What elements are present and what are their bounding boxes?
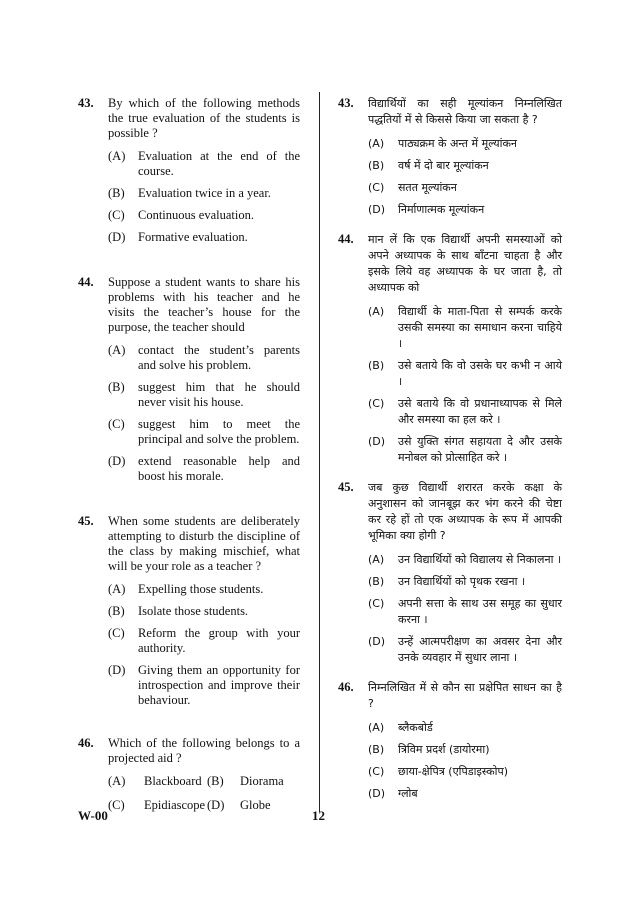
question-46-en xyxy=(78,736,300,813)
option-text: suggest him to meet the principal and solve the problem. xyxy=(138,417,300,446)
question-44-hi xyxy=(338,232,562,466)
option-text: उसे बताये कि वो उसके घर कभी न आये । xyxy=(398,359,562,388)
option-d[interactable] xyxy=(368,202,562,218)
options xyxy=(108,149,300,245)
question-text: जब कुछ विद्यार्थी शरारत करके कक्षा के अनुशासन को जानबूझ कर भंग करने की चेष्टा कर रहे हों तो एक अध्यापक के रूप में आपकी भूमिका क्या होगी ? xyxy=(368,481,562,542)
option-a[interactable] xyxy=(108,343,300,373)
option-label: (B) xyxy=(368,159,385,172)
page-number: 12 xyxy=(312,808,325,823)
option-b[interactable] xyxy=(368,158,562,174)
option-label: (A) xyxy=(368,721,385,734)
option-text: उन विद्यार्थियों को पृथक रखना । xyxy=(398,575,526,588)
question-number: 46. xyxy=(78,736,94,750)
option-d[interactable] xyxy=(368,786,562,802)
option-a[interactable] xyxy=(108,149,300,179)
option-row xyxy=(108,774,300,789)
question-number: 44. xyxy=(78,275,94,289)
option-label[interactable]: (B) xyxy=(207,774,224,788)
option-text: विद्यार्थी के माता-पिता से सम्पर्क करके उसकी समस्या का समाधान करना चाहिये । xyxy=(398,305,562,350)
option-label: (D) xyxy=(108,454,126,468)
option-text: extend reasonable help and boost his morale. xyxy=(138,454,300,483)
option-a[interactable] xyxy=(368,720,562,736)
option-label: (B) xyxy=(368,575,385,588)
options xyxy=(108,774,300,813)
option-text: Isolate those students. xyxy=(138,604,249,618)
option-label[interactable]: (C) xyxy=(108,798,125,812)
option-row xyxy=(108,798,300,813)
option-text[interactable]: Blackboard xyxy=(144,774,202,788)
option-label: (A) xyxy=(108,343,126,357)
options xyxy=(108,343,300,484)
option-label: (A) xyxy=(108,149,126,163)
option-c[interactable] xyxy=(368,180,562,196)
option-text: अपनी सत्ता के साथ उस समूह का सुधार करना । xyxy=(398,597,562,626)
option-d[interactable] xyxy=(368,434,562,466)
option-text: वर्ष में दो बार मूल्यांकन xyxy=(398,159,489,172)
question-45-en xyxy=(78,514,300,708)
option-a[interactable] xyxy=(368,304,562,352)
option-label: (C) xyxy=(108,417,125,431)
option-text: पाठ्यक्रम के अन्त में मूल्यांकन xyxy=(398,137,518,150)
option-label: (A) xyxy=(368,137,385,150)
question-text: When some students are deliberately attempting to disturb the discipline of the class by making mischief, what will be your role as a teacher ? xyxy=(108,514,300,573)
option-text: छाया-क्षेपित्र (एपिडाइस्कोप) xyxy=(398,765,509,778)
option-b[interactable] xyxy=(108,186,300,201)
option-text: ग्लोब xyxy=(398,787,418,800)
option-label: (D) xyxy=(368,787,386,800)
question-45-hi xyxy=(338,480,562,666)
option-text: suggest him that he should never visit his house. xyxy=(138,380,300,409)
options xyxy=(368,136,562,218)
option-d[interactable] xyxy=(108,663,300,708)
option-label: (C) xyxy=(108,626,125,640)
question-number: 43. xyxy=(78,96,94,110)
option-text: Giving them an opportunity for introspection and improve their behaviour. xyxy=(138,663,300,707)
option-text: निर्माणात्मक मूल्यांकन xyxy=(398,203,485,216)
option-label: (B) xyxy=(368,359,385,372)
english-column xyxy=(78,96,300,822)
question-text: Suppose a student wants to share his problems with his teacher and he visits the teacher’s house for the purpose, the teacher should xyxy=(108,275,300,334)
option-label: (C) xyxy=(368,181,385,194)
option-c[interactable] xyxy=(368,596,562,628)
options xyxy=(368,304,562,466)
option-label: (A) xyxy=(108,582,126,596)
question-number: 44. xyxy=(338,232,354,246)
option-text: Evaluation twice in a year. xyxy=(138,186,271,200)
option-text: Expelling those students. xyxy=(138,582,264,596)
options xyxy=(368,720,562,802)
hindi-column xyxy=(338,96,562,808)
question-43-hi xyxy=(338,96,562,218)
question-number: 45. xyxy=(338,480,354,494)
option-text: Formative evaluation. xyxy=(138,230,248,244)
question-text: Which of the following belongs to a projected aid ? xyxy=(108,736,300,765)
option-c[interactable] xyxy=(108,208,300,223)
option-c[interactable] xyxy=(108,417,300,447)
question-text: मान लें कि एक विद्यार्थी अपनी समस्याओं को अपने अध्यापक के साथ बाँटना चाहता है और इसके लिये वह अध्यापक के घर जाता है, तो अध्यापक को xyxy=(368,233,562,294)
question-46-hi xyxy=(338,680,562,802)
option-b[interactable] xyxy=(108,604,300,619)
option-label: (A) xyxy=(368,305,385,318)
option-text: contact the student’s parents and solve his problem. xyxy=(138,343,300,372)
option-label: (D) xyxy=(108,663,126,677)
option-d[interactable] xyxy=(108,230,300,245)
option-text[interactable]: Epidiascope xyxy=(144,798,206,812)
option-text: Continuous evaluation. xyxy=(138,208,254,222)
option-b[interactable] xyxy=(368,742,562,758)
option-c[interactable] xyxy=(108,626,300,656)
question-44-en xyxy=(78,275,300,484)
paper-code: W-00 xyxy=(78,808,108,823)
column-divider xyxy=(319,92,320,812)
option-label: (C) xyxy=(108,208,125,222)
option-label: (A) xyxy=(368,553,385,566)
question-number: 45. xyxy=(78,514,94,528)
option-b[interactable] xyxy=(368,574,562,590)
question-text: By which of the following methods the true evaluation of the students is possible ? xyxy=(108,96,300,140)
option-label: (D) xyxy=(368,635,386,648)
option-d[interactable] xyxy=(108,454,300,484)
option-label[interactable]: (A) xyxy=(108,774,126,788)
option-text: उसे बताये कि वो प्रधानाध्यापक से मिले और समस्या का हल करे । xyxy=(398,397,562,426)
option-text: Reform the group with your authority. xyxy=(138,626,300,655)
option-text[interactable]: Globe xyxy=(240,798,271,812)
question-number: 46. xyxy=(338,680,354,694)
option-label: (D) xyxy=(368,435,386,448)
option-a[interactable] xyxy=(368,136,562,152)
option-label: (B) xyxy=(368,743,385,756)
option-label[interactable]: (D) xyxy=(207,798,225,812)
question-43-en xyxy=(78,96,300,245)
option-a[interactable] xyxy=(108,582,300,597)
option-text: उन विद्यार्थियों को विद्यालय से निकालना । xyxy=(398,553,562,566)
option-label: (B) xyxy=(108,380,125,394)
option-label: (D) xyxy=(368,203,386,216)
options xyxy=(108,582,300,708)
option-label: (C) xyxy=(368,765,385,778)
option-b[interactable] xyxy=(368,358,562,390)
option-text: Evaluation at the end of the course. xyxy=(138,149,300,178)
option-c[interactable] xyxy=(368,396,562,428)
question-text: निम्नलिखित में से कौन सा प्रक्षेपित साधन का है ? xyxy=(368,681,562,710)
option-d[interactable] xyxy=(368,634,562,666)
option-label: (C) xyxy=(368,397,385,410)
option-b[interactable] xyxy=(108,380,300,410)
option-text: सतत मूल्यांकन xyxy=(398,181,457,194)
option-label: (D) xyxy=(108,230,126,244)
option-text: उसे युक्ति संगत सहायता दे और उसके मनोबल को प्रोत्साहित करे । xyxy=(398,435,562,464)
option-c[interactable] xyxy=(368,764,562,780)
options xyxy=(368,552,562,666)
question-text: विद्यार्थियों का सही मूल्यांकन निम्नलिखित पद्धतियों में से किससे किया जा सकता है ? xyxy=(368,97,562,126)
option-label: (B) xyxy=(108,186,125,200)
option-text: उन्हें आत्मपरीक्षण का अवसर देना और उनके व्यवहार में सुधार लाना । xyxy=(398,635,562,664)
option-label: (B) xyxy=(108,604,125,618)
option-text[interactable]: Diorama xyxy=(240,774,284,788)
question-number: 43. xyxy=(338,96,354,110)
option-label: (C) xyxy=(368,597,385,610)
option-text: ब्लैकबोर्ड xyxy=(398,721,433,734)
option-a[interactable] xyxy=(368,552,562,568)
option-text: त्रिविम प्रदर्श (डायोरमा) xyxy=(398,743,490,756)
